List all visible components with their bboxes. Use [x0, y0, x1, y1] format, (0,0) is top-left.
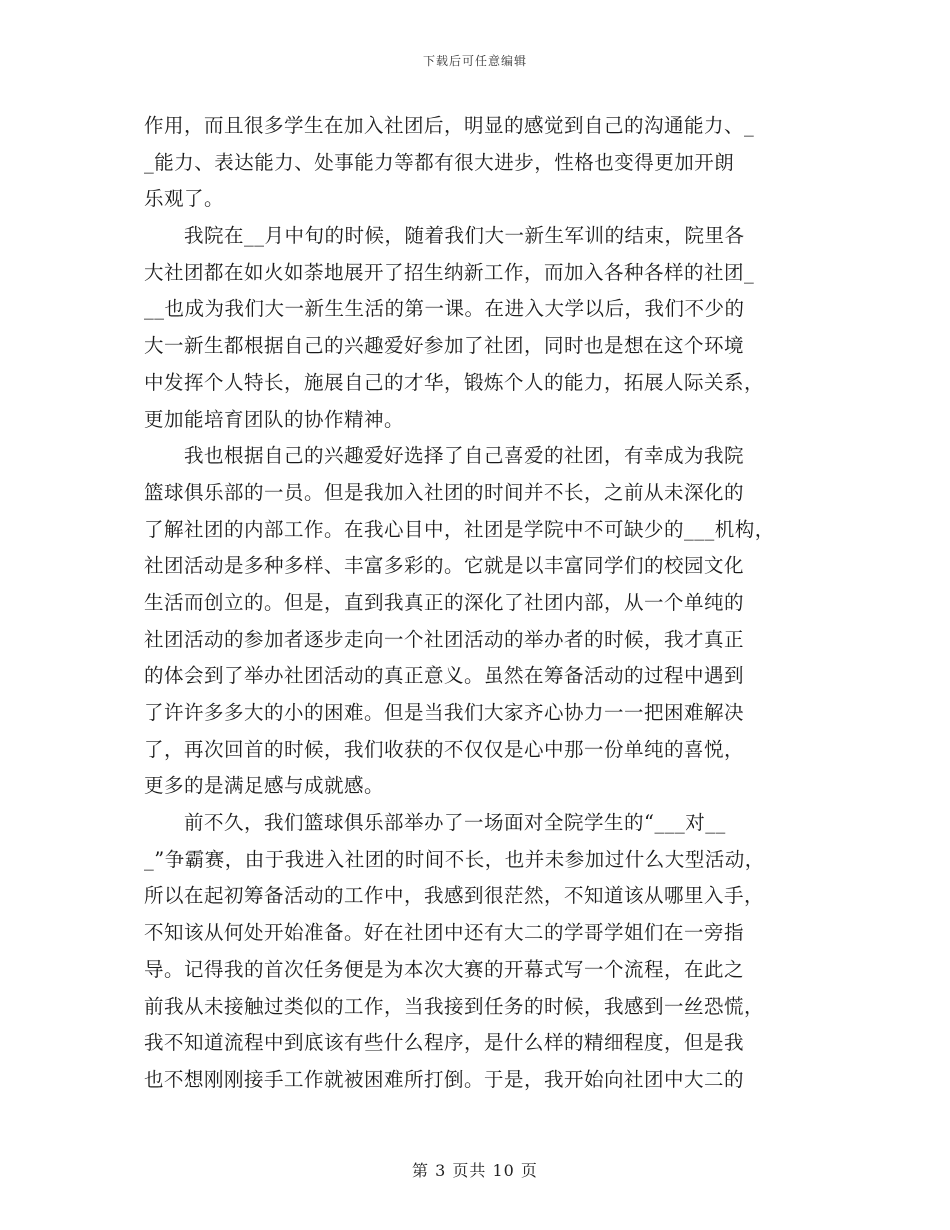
- page-header: 下载后可任意编辑: [422, 54, 527, 68]
- text-line: 更加能培育团队的协作精神。: [144, 407, 405, 431]
- text-line: 大一新生都根据自己的兴趣爱好参加了社团，同时也是想在这个环境: [144, 334, 745, 358]
- text-line: __也成为我们大一新生生活的第一课。在进入大学以后，我们不少的: [144, 297, 745, 321]
- text-line: 社团活动的参加者逐步走向一个社团活动的举办者的时候，我才真正: [144, 627, 745, 651]
- text-line: 篮球俱乐部的一员。但是我加入社团的时间并不长，之前从未深化的: [144, 480, 745, 504]
- text-line: 的体会到了举办社团活动的真正意义。虽然在筹备活动的过程中遇到: [144, 664, 745, 688]
- text-line: _”争霸赛，由于我进入社团的时间不长，也并未参加过什么大型活动，: [144, 847, 765, 871]
- text-line: 生活而创立的。但是，直到我真正的深化了社团内部，从一个单纯的: [144, 590, 745, 614]
- text-line: 了解社团的内部工作。在我心目中，社团是学院中不可缺少的___机构，: [144, 517, 775, 541]
- page-number-footer: 第 3 页共 10 页: [412, 1161, 538, 1180]
- text-line: 我也根据自己的兴趣爱好选择了自己喜爱的社团，有幸成为我院: [144, 444, 745, 468]
- text-line: 了，再次回首的时候，我们收获的不仅仅是心中那一份单纯的喜悦，: [144, 737, 745, 761]
- text-line: 导。记得我的首次任务便是为本次大赛的开幕式写一个流程，在此之: [144, 957, 745, 981]
- document-body: [144, 108, 804, 1099]
- text-line: 也不想刚刚接手工作就被困难所打倒。于是，我开始向社团中大二的: [144, 1067, 745, 1091]
- text-line: 更多的是满足感与成就感。: [144, 774, 385, 798]
- text-line: 社团活动是多种多样、丰富多彩的。它就是以丰富同学们的校园文化: [144, 554, 745, 578]
- text-line: 所以在起初筹备活动的工作中，我感到很茫然，不知道该从哪里入手，: [144, 884, 765, 908]
- text-line: 大社团都在如火如荼地展开了招生纳新工作，而加入各种各样的社团_: [144, 260, 755, 284]
- text-line: 前不久，我们篮球俱乐部举办了一场面对全院学生的“___对__: [144, 811, 726, 835]
- text-line: 我不知道流程中到底该有些什么程序，是什么样的精细程度，但是我: [144, 1031, 745, 1055]
- text-line: _能力、表达能力、处事能力等都有很大进步，性格也变得更加开朗: [144, 150, 735, 174]
- text-line: 了许许多多大的小的困难。但是当我们大家齐心协力一一把困难解决: [144, 701, 745, 724]
- text-line: 我院在__月中旬的时候，随着我们大一新生军训的结束，院里各: [144, 224, 745, 248]
- text-line: 中发挥个人特长，施展自己的才华，锻炼个人的能力，拓展人际关系，: [144, 370, 765, 394]
- text-line: 乐观了。: [144, 187, 225, 211]
- text-line: 前我从未接触过类似的工作，当我接到任务的时候，我感到一丝恐慌，: [144, 994, 765, 1018]
- text-line: 作用，而且很多学生在加入社团后，明显的感觉到自己的沟通能力、_: [144, 114, 755, 137]
- text-line: 不知该从何处开始准备。好在社团中还有大二的学哥学姐们在一旁指: [144, 921, 745, 945]
